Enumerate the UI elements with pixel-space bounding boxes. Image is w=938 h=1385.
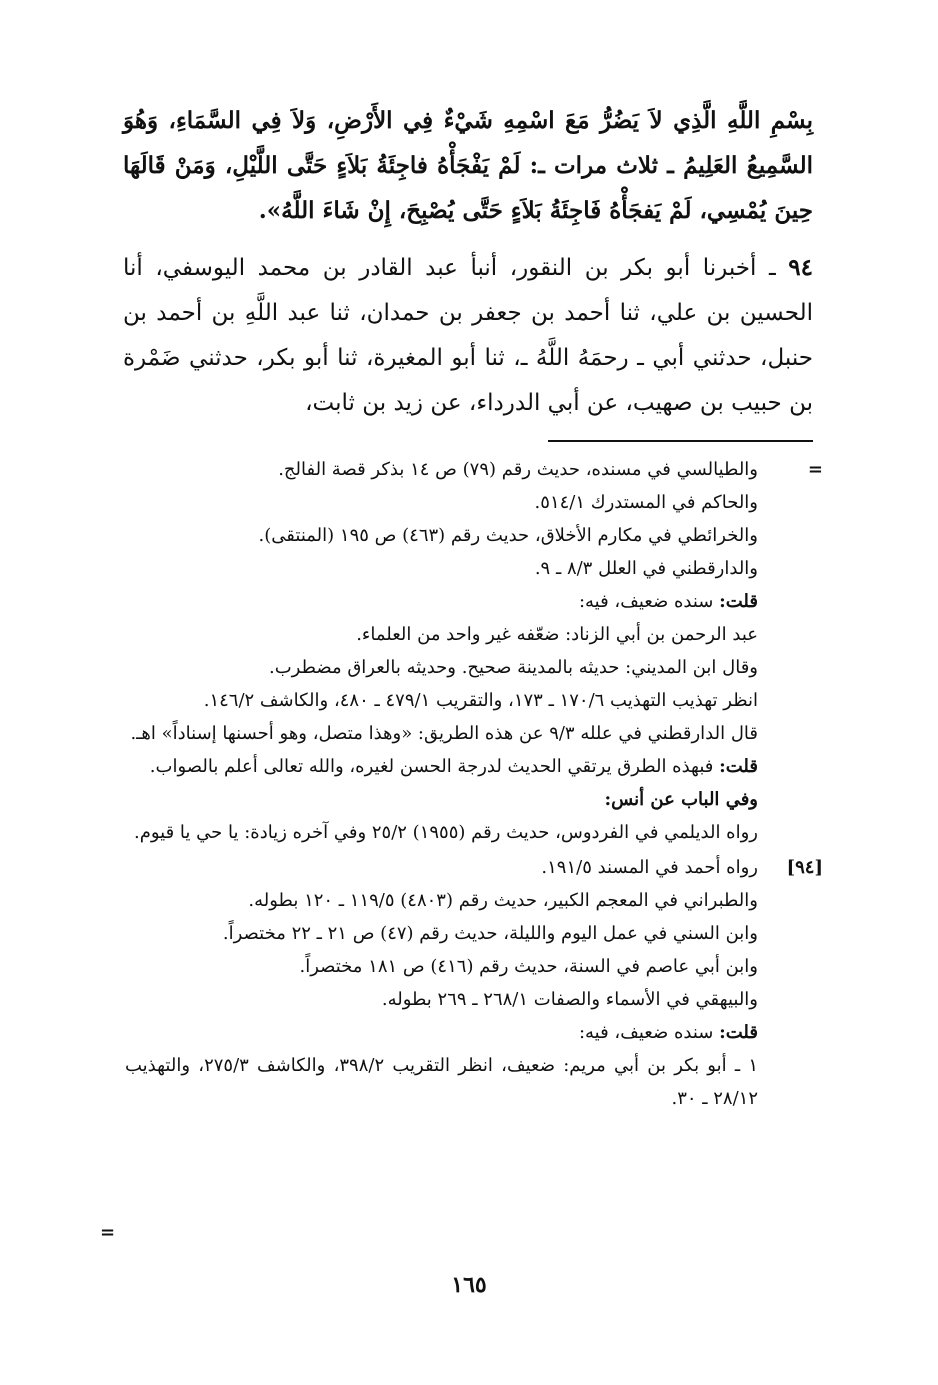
footnote-qult-line <box>125 585 758 618</box>
footnote-line: والحاكم في المستدرك ٥١٤/١. <box>534 492 758 513</box>
footnote-line: قال الدارقطني في علله ٩/٣ عن هذه الطريق: «وهذا متصل، وهو أحسنها إسناداً» اهـ. <box>130 723 758 744</box>
footnote-line: والطيالسي في مسنده، حديث رقم (٧٩) ص ١٤ بذكر قصة الفالج. <box>278 459 758 480</box>
footnote-qult-line <box>125 750 758 783</box>
anas-heading: وفي الباب عن أنس: <box>604 789 758 810</box>
qult-label: قلت: <box>719 591 758 612</box>
page-number: ١٦٥ <box>451 1272 487 1298</box>
qult-label: قلت: <box>719 1022 758 1043</box>
footnote-line: عبد الرحمن بن أبي الزناد: ضعّفه غير واحد من العلماء. <box>356 624 758 645</box>
footnote-number: [٩٤] <box>786 857 823 878</box>
footnote-separator <box>548 440 813 442</box>
footnote-line: والدارقطني في العلل ٨/٣ ـ ٩. <box>534 558 758 579</box>
footnote-line: رواه الديلمي في الفردوس، حديث رقم (١٩٥٥) ٢٥/٢ وفي آخره زيادة: يا حي يا قيوم. <box>134 822 758 843</box>
footnote-line: والطبراني في المعجم الكبير، حديث رقم (٤٨٠٣) ١١٩/٥ ـ ١٢٠ بطوله. <box>248 890 758 911</box>
hadith-paragraph <box>123 245 813 426</box>
qult-text: سنده ضعيف، فيه: <box>578 591 720 612</box>
footnote-line: وابن أبي عاصم في السنة، حديث رقم (٤١٦) ص ١٨١ مختصراً. <box>299 956 758 977</box>
continuation-marker: = <box>807 459 823 480</box>
hadith-text: ـ أخبرنا أبو بكر بن النقور، أنبأ عبد القادر بن محمد اليوسفي، أنا الحسين بن علي، ثنا أحمد بن جعفر بن حمدان، ثنا عبد اللَّهِ بن أحمد بن حنبل، حدثني أبي ـ رحمَهُ اللَّهُ ـ، ثنا أبو المغيرة، ثنا أبو بكر، حدثني ضَمْرة بن حبيب بن صهيب، عن أبي الدرداء، عن زيد بن ثابت، <box>123 255 813 416</box>
footnote-line: وابن السني في عمل اليوم والليلة، حديث رقم (٤٧) ص ٢١ ـ ٢٢ مختصراً. <box>222 923 758 944</box>
footnote-line: والخرائطي في مكارم الأخلاق، حديث رقم (٤٦٣) ص ١٩٥ (المنتقى). <box>258 525 758 546</box>
footnote-block-continued <box>125 453 823 849</box>
footnote-block-94 <box>125 851 823 1115</box>
footnote-qult-line <box>125 1016 758 1049</box>
qult-text: سنده ضعيف، فيه: <box>578 1022 720 1043</box>
qult-text: فبهذه الطرق يرتقي الحديث لدرجة الحسن لغيره، والله تعالى أعلم بالصواب. <box>149 756 720 777</box>
footnote-line: والبيهقي في الأسماء والصفات ٢٦٨/١ ـ ٢٦٩ بطوله. <box>381 989 758 1010</box>
footnote-line: ١ ـ أبو بكر بن أبي مريم: ضعيف، انظر التقريب ٣٩٨/٢، والكاشف ٢٧٥/٣، والتهذيب ٢٨/١٢ ـ ٣٠. <box>125 1055 758 1109</box>
main-text <box>123 98 813 426</box>
opening-paragraph: بِسْمِ اللَّهِ الَّذِي لاَ يَضُرُّ مَعَ اسْمِهِ شَيْءٌ فِي الأَرْضِ، وَلاَ فِي السَّمَاءِ، وَهُوَ السَّمِيعُ العَلِيمُ ـ ثلاث مرات ـ: لَمْ يَفْجَأْهُ فاجِئَةُ بَلاَءٍ حَتَّى اللَّيْلِ، وَمَنْ قَالَهَا حِينَ يُمْسِي، لَمْ يَفجَأْهُ فَاجِئَةُ بَلاَءٍ حَتَّى يُصْبِحَ، إِنْ شَاءَ اللَّهُ». <box>123 107 813 224</box>
footnote-line: وقال ابن المديني: حديثه بالمدينة صحيح. وحديثه بالعراق مضطرب. <box>269 657 758 678</box>
footnotes <box>125 453 823 1115</box>
hadith-number: ٩٤ <box>788 254 813 281</box>
footnote-line: انظر تهذيب التهذيب ١٧٠/٦ ـ ١٧٣، والتقريب ٤٧٩/١ ـ ٤٨٠، والكاشف ١٤٦/٢. <box>203 690 758 711</box>
qult-label: قلت: <box>719 756 758 777</box>
continuation-marker-bottom: = <box>100 1222 116 1243</box>
footnote-line: رواه أحمد في المسند ١٩١/٥. <box>541 857 758 878</box>
